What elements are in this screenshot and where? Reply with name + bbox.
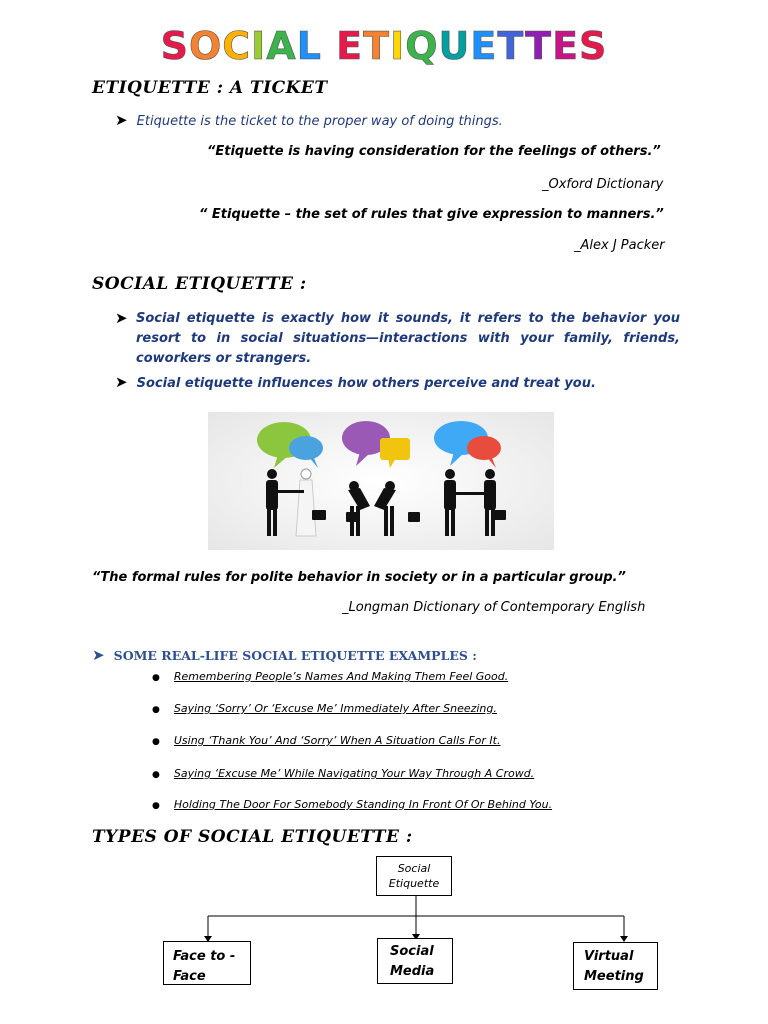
example-item: [152, 762, 534, 781]
quote-packer: “ Etiquette – the set of rules that give expression to manners.”: [199, 207, 664, 222]
page-title: [0, 24, 768, 68]
example-item: [152, 665, 508, 684]
example-item: [152, 793, 552, 812]
source-oxford: _Oxford Dictionary: [542, 177, 664, 192]
example-item: [152, 729, 500, 748]
bullet-dot-icon: ●: [152, 770, 160, 780]
bullet-text: Etiquette is the ticket to the proper way of doing things.: [136, 114, 503, 129]
title-letter: Q: [405, 24, 439, 68]
quote-longman: “The formal rules for polite behavior in society or in a particular group.”: [92, 570, 626, 585]
diagram-root-label: Social Etiquette: [388, 862, 440, 890]
diagram-node-label: Face to - Face: [173, 949, 236, 984]
quote-oxford: “Etiquette is having consideration for the feelings of others.”: [207, 144, 661, 159]
title-letter: L: [296, 24, 322, 68]
example-text: Remembering People’s Names And Making Them Feel Good.: [173, 670, 509, 683]
section-heading-types: TYPES OF SOCIAL ETIQUETTE :: [92, 827, 413, 847]
title-letter: I: [390, 24, 406, 68]
bullet-dot-icon: ●: [152, 737, 160, 747]
examples-heading: SOME REAL-LIFE SOCIAL ETIQUETTE EXAMPLES :: [113, 648, 477, 663]
bullet-row: [115, 372, 680, 394]
bullet-dot-icon: ●: [152, 801, 160, 811]
arrow-bullet-icon: ➤: [115, 309, 128, 327]
arrow-bullet-icon: ➤: [115, 111, 128, 129]
example-text: Saying ‘Excuse Me’ While Navigating Your Way Through A Crowd.: [173, 767, 535, 780]
title-letter: E: [552, 24, 580, 68]
title-letter: C: [222, 24, 252, 68]
title-letter: T: [497, 24, 526, 68]
diagram-root-node: [376, 856, 452, 896]
bullet-dot-icon: ●: [152, 705, 160, 715]
example-item: [152, 697, 497, 716]
source-packer: _Alex J Packer: [574, 238, 665, 253]
title-letter: S: [579, 24, 608, 68]
people-talking-illustration: [208, 412, 554, 550]
diagram-node-label: Virtual Meeting: [584, 949, 644, 984]
diagram-node-social-media: [377, 938, 453, 984]
diagram-node-label: Social Media: [390, 944, 435, 979]
section-heading-social-etiquette: SOCIAL ETIQUETTE :: [92, 274, 307, 294]
title-letter: I: [251, 24, 267, 68]
title-letter: E: [336, 24, 364, 68]
title-letter: U: [438, 24, 471, 68]
title-letter: E: [470, 24, 498, 68]
title-letter: T: [525, 24, 553, 68]
examples-heading-row: [92, 645, 477, 664]
title-letter: A: [266, 24, 297, 68]
title-letter: T: [363, 24, 391, 68]
title-letter: O: [188, 24, 223, 68]
example-text: Using ‘Thank You’ And ‘Sorry’ When A Situation Calls For It.: [173, 734, 501, 747]
bullet-row: [115, 110, 695, 129]
example-text: Saying ‘Sorry’ Or ‘Excuse Me’ Immediately After Sneezing.: [173, 702, 497, 715]
arrow-bullet-icon: ➤: [115, 373, 128, 391]
arrow-bullet-icon: ➤: [92, 646, 105, 664]
diagram-node-face-to-face: [163, 941, 251, 985]
title-letter: [322, 24, 336, 68]
title-letter: S: [160, 24, 189, 68]
bullet-row: [115, 309, 680, 369]
bullet-dot-icon: ●: [152, 673, 160, 683]
bullet-text: Social etiquette is exactly how it sounds, it refers to the behavior you resort to in social situations—interactions with your family, friends, coworkers or strangers.: [136, 311, 680, 366]
example-text: Holding The Door For Somebody Standing In Front Of Or Behind You.: [173, 798, 553, 811]
diagram-node-virtual-meeting: [573, 942, 658, 990]
bullet-text: Social etiquette influences how others perceive and treat you.: [136, 376, 596, 391]
source-longman: _Longman Dictionary of Contemporary English: [342, 600, 646, 615]
section-heading-etiquette-ticket: ETIQUETTE : A TICKET: [92, 78, 328, 98]
